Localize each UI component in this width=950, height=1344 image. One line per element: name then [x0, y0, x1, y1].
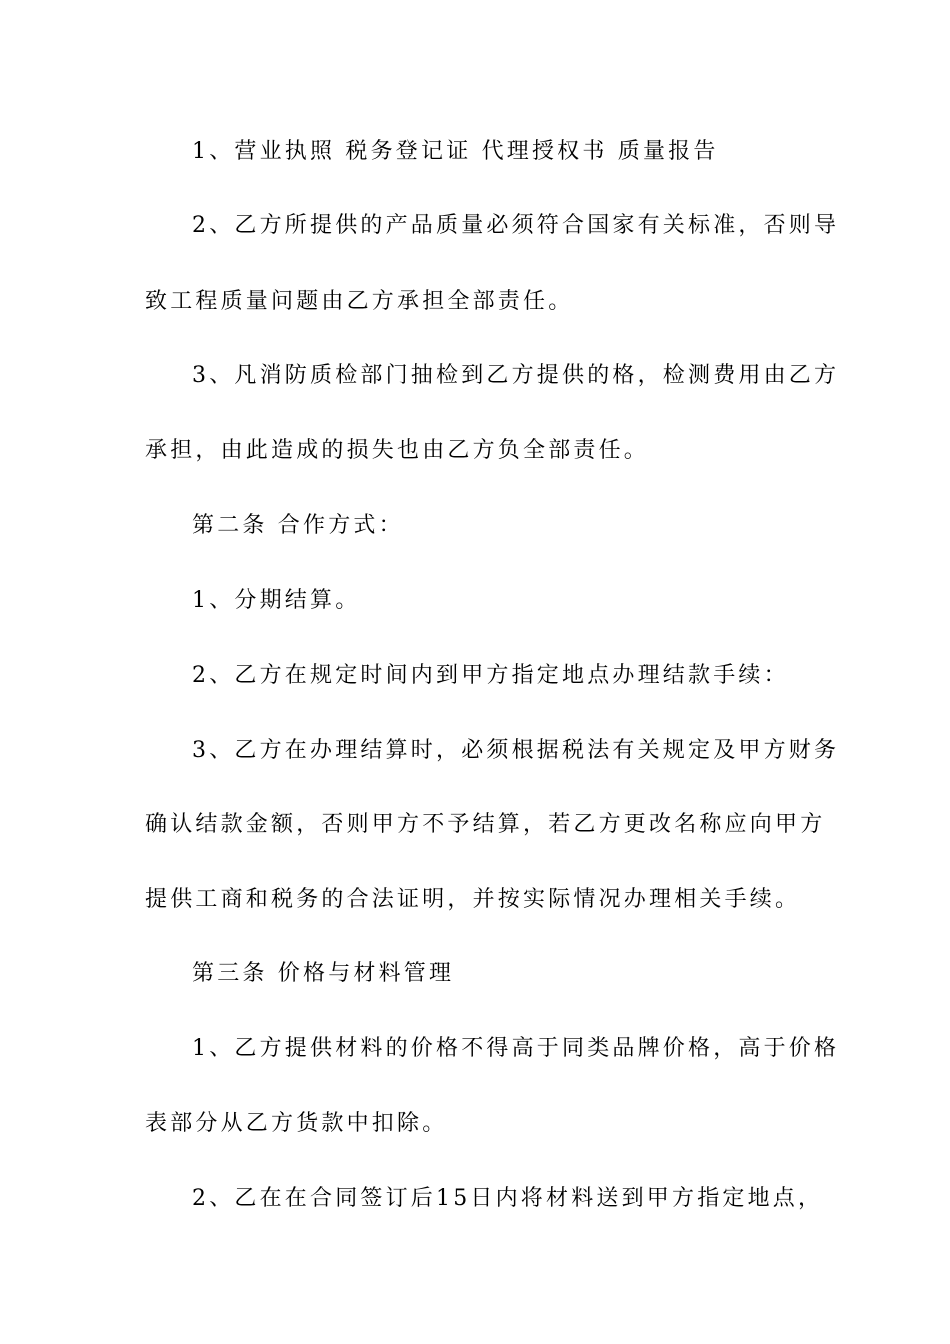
article-3-item-1-line-1: 1、乙方提供材料的价格不得高于同类品牌价格，高于价格	[192, 1036, 840, 1061]
article-3-item-2-line-1: 2、乙在在合同签订后15日内将材料送到甲方指定地点，	[192, 1186, 824, 1211]
clause-3-inspection-line-2: 承担，由此造成的损失也由乙方负全部责任。	[145, 438, 650, 463]
article-2-item-3-line-1: 3、乙方在办理结算时，必须根据税法有关规定及甲方财务	[192, 738, 840, 763]
clause-2-quality-line-2: 致工程质量问题由乙方承担全部责任。	[145, 289, 574, 314]
article-2-item-2: 2、乙方在规定时间内到甲方指定地点办理结款手续：	[192, 663, 789, 688]
clause-1-documents: 1、营业执照 税务登记证 代理授权书 质量报告	[192, 139, 719, 164]
article-2-item-1: 1、分期结算。	[192, 588, 361, 613]
clause-3-inspection-line-1: 3、凡消防质检部门抽检到乙方提供的格，检测费用由乙方	[192, 363, 840, 388]
article-3-heading: 第三条 价格与材料管理	[192, 961, 455, 986]
article-2-item-3-line-2: 确认结款金额，否则甲方不予结算，若乙方更改名称应向甲方	[145, 812, 826, 837]
article-2-heading: 第二条 合作方式：	[192, 513, 404, 538]
clause-2-quality-line-1: 2、乙方所提供的产品质量必须符合国家有关标准，否则导	[192, 213, 840, 238]
article-3-item-1-line-2: 表部分从乙方货款中扣除。	[145, 1111, 448, 1136]
article-2-item-3-line-3: 提供工商和税务的合法证明，并按实际情况办理相关手续。	[145, 887, 801, 912]
